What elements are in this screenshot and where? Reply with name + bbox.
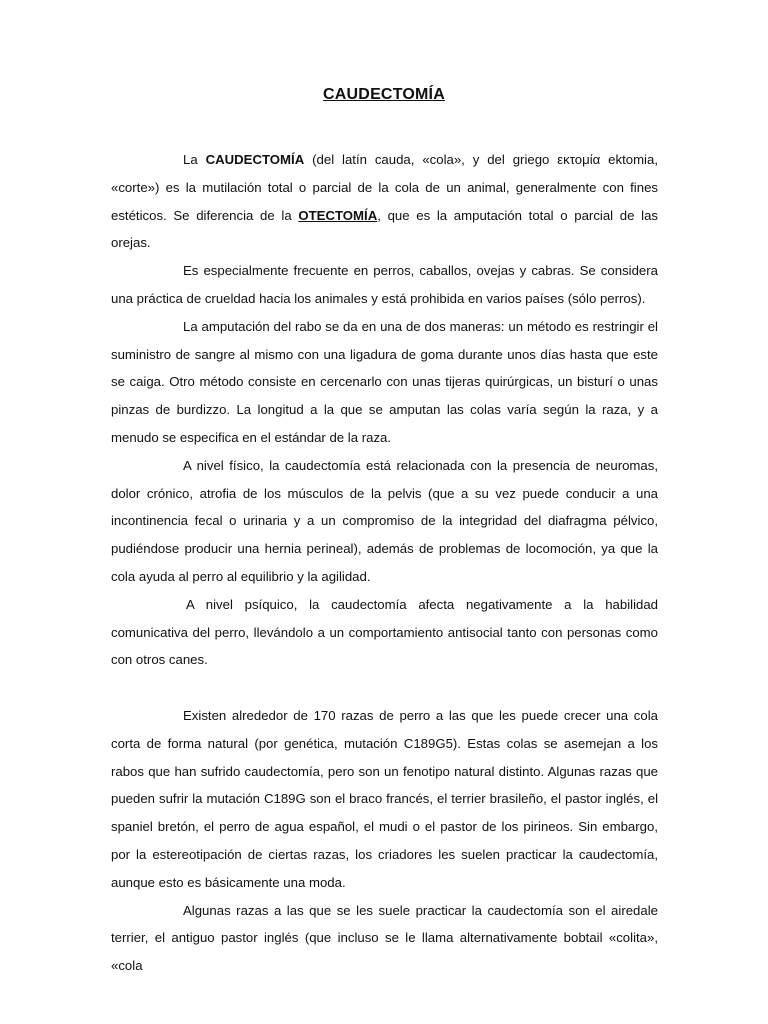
paragraph-definition-pre: La (183, 152, 206, 167)
document-body (111, 146, 658, 980)
paragraph-definition (111, 146, 658, 257)
paragraph-spacer (111, 674, 658, 702)
paragraph-breeds: Algunas razas a las que se les suele practicar la caudectomía son el airedale terrier, el antiguo pastor inglés (que incluso se le llama alternativamente bobtail «colita», «cola (111, 902, 658, 974)
paragraph-psychic-effects: A nivel psíquico, la caudectomía afecta negativamente a la habilidad comunicativa del perro, llevándolo a un comportamiento antisocial tanto con personas como con otros canes. (111, 596, 658, 668)
term-otectomia: OTECTOMÍA (298, 207, 378, 223)
term-caudectomia: CAUDECTOMÍA (205, 152, 305, 167)
paragraph-frequency: Es especialmente frecuente en perros, caballos, ovejas y cabras. Se considera una práctica de crueldad hacia los animales y está prohibida en varios países (sólo perros). (111, 263, 658, 306)
paragraph-definition-body: (del latín cauda, «cola», y del griego εκτομία ektomia, «corte») es la mutilación total o parcial de la cola de un animal, generalmente con fines estéticos. Se diferencia de la (111, 152, 658, 223)
document-title: CAUDECTOMÍA (323, 86, 445, 103)
paragraph-natural-bobtail: Existen alrededor de 170 razas de perro a las que les puede crecer una cola corta de forma natural (por genética, mutación C189G5). Estas colas se asemejan a los rabos que han sufrido caudectomía, pero son un fenotipo natural distinto. Algunas razas que pueden sufrir la mutación C189G son el braco francés, el terrier brasileño, el pastor inglés, el spaniel bretón, el perro de agua español, el mudi o el pastor de los pirineos. Sin embargo, por la estereotipación de ciertas razas, los criadores les suelen practicar la caudectomía, aunque esto es básicamente una moda. (111, 707, 658, 890)
paragraph-definition-end: , que es la amputación total o parcial de las orejas. (111, 207, 658, 251)
paragraph-physical-effects: A nivel físico, la caudectomía está relacionada con la presencia de neuromas, dolor crónico, atrofia de los músculos de la pelvis (que a su vez puede conducir a una incontinencia fecal o urinaria y a un compromiso de la integridad del diafragma pélvico, pudiéndose producir una hernia perineal), además de problemas de locomoción, ya que la cola ayuda al perro al equilibrio y la agilidad. (111, 457, 658, 584)
paragraph-methods: La amputación del rabo se da en una de dos maneras: un método es restringir el suministro de sangre al mismo con una ligadura de goma durante unos días hasta que este se caiga. Otro método consiste en cercenarlo con unas tijeras quirúrgicas, un bisturí o unas pinzas de burdizzo. La longitud a la que se amputan las colas varía según la raza, y a menudo se especifica en el estándar de la raza. (111, 318, 658, 445)
